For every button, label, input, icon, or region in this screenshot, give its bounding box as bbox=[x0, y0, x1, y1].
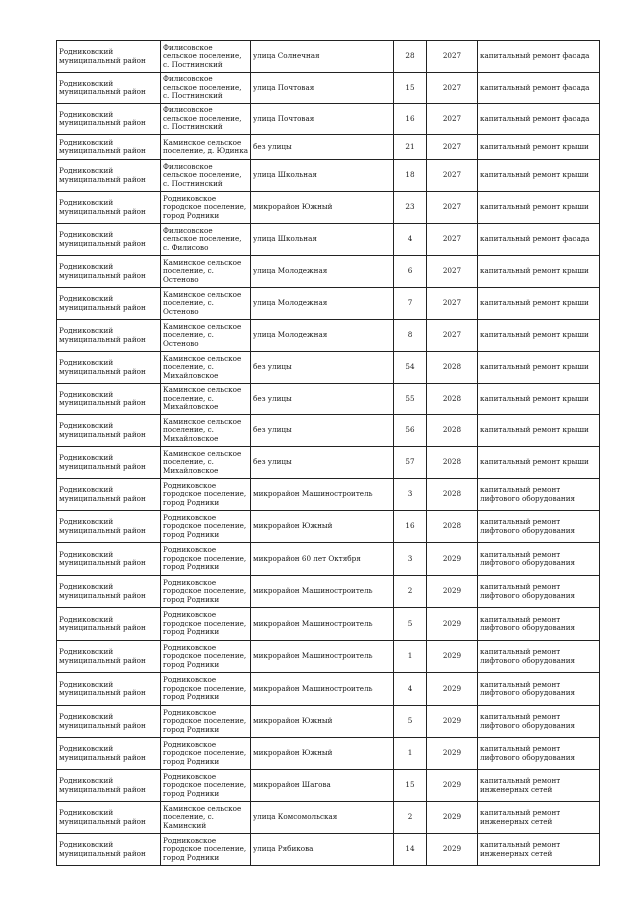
year-cell: 2029 bbox=[427, 738, 478, 770]
house-number-cell: 15 bbox=[394, 73, 427, 104]
street-cell: улица Школьная bbox=[251, 224, 394, 256]
year-cell: 2027 bbox=[427, 104, 478, 135]
street-cell: улица Рябикова bbox=[251, 834, 394, 866]
district-cell: Родниковский муниципальный район bbox=[57, 576, 161, 608]
house-number-cell: 8 bbox=[394, 320, 427, 352]
year-cell: 2029 bbox=[427, 543, 478, 576]
house-number-cell: 21 bbox=[394, 135, 427, 160]
table-row bbox=[57, 384, 600, 415]
table-row bbox=[57, 641, 600, 673]
year-cell: 2028 bbox=[427, 352, 478, 384]
table-row bbox=[57, 447, 600, 479]
district-cell: Родниковский муниципальный район bbox=[57, 352, 161, 384]
table-row bbox=[57, 511, 600, 543]
street-cell: без улицы bbox=[251, 384, 394, 415]
year-cell: 2027 bbox=[427, 41, 478, 73]
street-cell: улица Почтовая bbox=[251, 73, 394, 104]
house-number-cell: 3 bbox=[394, 479, 427, 511]
district-cell: Родниковский муниципальный район bbox=[57, 834, 161, 866]
year-cell: 2029 bbox=[427, 641, 478, 673]
house-number-cell: 14 bbox=[394, 834, 427, 866]
street-cell: без улицы bbox=[251, 415, 394, 447]
street-cell: без улицы bbox=[251, 447, 394, 479]
street-cell: улица Почтовая bbox=[251, 104, 394, 135]
work-type-cell: капитальный ремонт крыши bbox=[478, 160, 600, 192]
house-number-cell: 56 bbox=[394, 415, 427, 447]
district-cell: Родниковский муниципальный район bbox=[57, 415, 161, 447]
year-cell: 2027 bbox=[427, 73, 478, 104]
district-cell: Родниковский муниципальный район bbox=[57, 160, 161, 192]
street-cell: улица Молодежная bbox=[251, 320, 394, 352]
work-type-cell: капитальный ремонт крыши bbox=[478, 135, 600, 160]
work-type-cell: капитальный ремонт лифтового оборудования bbox=[478, 641, 600, 673]
work-type-cell: капитальный ремонт крыши bbox=[478, 192, 600, 224]
work-type-cell: капитальный ремонт крыши bbox=[478, 288, 600, 320]
street-cell: микрорайон Южный bbox=[251, 511, 394, 543]
settlement-cell: Каминское сельское поселение, с. Михайловское bbox=[161, 352, 251, 384]
settlement-cell: Филисовское сельское поселение, с. Постнинский bbox=[161, 104, 251, 135]
district-cell: Родниковский муниципальный район bbox=[57, 135, 161, 160]
district-cell: Родниковский муниципальный район bbox=[57, 802, 161, 834]
year-cell: 2027 bbox=[427, 135, 478, 160]
settlement-cell: Каминское сельское поселение, с. Михайловское bbox=[161, 384, 251, 415]
work-type-cell: капитальный ремонт крыши bbox=[478, 447, 600, 479]
year-cell: 2028 bbox=[427, 384, 478, 415]
district-cell: Родниковский муниципальный район bbox=[57, 706, 161, 738]
work-type-cell: капитальный ремонт лифтового оборудования bbox=[478, 479, 600, 511]
house-number-cell: 2 bbox=[394, 802, 427, 834]
district-cell: Родниковский муниципальный район bbox=[57, 770, 161, 802]
district-cell: Родниковский муниципальный район bbox=[57, 104, 161, 135]
table-row bbox=[57, 160, 600, 192]
street-cell: микрорайон Машиностроитель bbox=[251, 608, 394, 641]
district-cell: Родниковский муниципальный район bbox=[57, 543, 161, 576]
district-cell: Родниковский муниципальный район bbox=[57, 320, 161, 352]
street-cell: улица Молодежная bbox=[251, 256, 394, 288]
street-cell: микрорайон 60 лет Октября bbox=[251, 543, 394, 576]
settlement-cell: Родниковское городское поселение, город Родники bbox=[161, 706, 251, 738]
district-cell: Родниковский муниципальный район bbox=[57, 738, 161, 770]
settlement-cell: Филисовское сельское поселение, с. Филисово bbox=[161, 224, 251, 256]
year-cell: 2027 bbox=[427, 288, 478, 320]
house-number-cell: 57 bbox=[394, 447, 427, 479]
year-cell: 2029 bbox=[427, 802, 478, 834]
table-row bbox=[57, 479, 600, 511]
year-cell: 2029 bbox=[427, 608, 478, 641]
district-cell: Родниковский муниципальный район bbox=[57, 384, 161, 415]
table-row bbox=[57, 738, 600, 770]
work-type-cell: капитальный ремонт крыши bbox=[478, 320, 600, 352]
district-cell: Родниковский муниципальный район bbox=[57, 224, 161, 256]
table-row bbox=[57, 673, 600, 706]
settlement-cell: Филисовское сельское поселение, с. Постнинский bbox=[161, 41, 251, 73]
settlement-cell: Родниковское городское поселение, город Родники bbox=[161, 834, 251, 866]
year-cell: 2029 bbox=[427, 673, 478, 706]
year-cell: 2028 bbox=[427, 511, 478, 543]
house-number-cell: 28 bbox=[394, 41, 427, 73]
house-number-cell: 54 bbox=[394, 352, 427, 384]
year-cell: 2029 bbox=[427, 706, 478, 738]
work-type-cell: капитальный ремонт крыши bbox=[478, 256, 600, 288]
settlement-cell: Родниковское городское поселение, город Родники bbox=[161, 479, 251, 511]
year-cell: 2028 bbox=[427, 415, 478, 447]
district-cell: Родниковский муниципальный район bbox=[57, 41, 161, 73]
table-row bbox=[57, 608, 600, 641]
district-cell: Родниковский муниципальный район bbox=[57, 608, 161, 641]
street-cell: улица Комсомольская bbox=[251, 802, 394, 834]
year-cell: 2027 bbox=[427, 224, 478, 256]
street-cell: улица Школьная bbox=[251, 160, 394, 192]
work-type-cell: капитальный ремонт лифтового оборудования bbox=[478, 706, 600, 738]
table-row bbox=[57, 576, 600, 608]
house-number-cell: 1 bbox=[394, 738, 427, 770]
table-row bbox=[57, 320, 600, 352]
year-cell: 2027 bbox=[427, 256, 478, 288]
table-row bbox=[57, 104, 600, 135]
table-row bbox=[57, 802, 600, 834]
house-number-cell: 2 bbox=[394, 576, 427, 608]
settlement-cell: Филисовское сельское поселение, с. Постнинский bbox=[161, 73, 251, 104]
table-row bbox=[57, 706, 600, 738]
settlement-cell: Родниковское городское поселение, город Родники bbox=[161, 192, 251, 224]
year-cell: 2028 bbox=[427, 447, 478, 479]
street-cell: микрорайон Машиностроитель bbox=[251, 479, 394, 511]
year-cell: 2029 bbox=[427, 834, 478, 866]
settlement-cell: Каминское сельское поселение, с. Остеново bbox=[161, 288, 251, 320]
work-type-cell: капитальный ремонт фасада bbox=[478, 224, 600, 256]
table-row bbox=[57, 73, 600, 104]
house-number-cell: 18 bbox=[394, 160, 427, 192]
house-number-cell: 5 bbox=[394, 706, 427, 738]
district-cell: Родниковский муниципальный район bbox=[57, 511, 161, 543]
house-number-cell: 4 bbox=[394, 673, 427, 706]
work-type-cell: капитальный ремонт фасада bbox=[478, 104, 600, 135]
street-cell: микрорайон Машиностроитель bbox=[251, 673, 394, 706]
district-cell: Родниковский муниципальный район bbox=[57, 673, 161, 706]
work-type-cell: капитальный ремонт лифтового оборудования bbox=[478, 543, 600, 576]
table-row bbox=[57, 352, 600, 384]
settlement-cell: Каминское сельское поселение, с. Остеново bbox=[161, 320, 251, 352]
street-cell: улица Молодежная bbox=[251, 288, 394, 320]
work-type-cell: капитальный ремонт крыши bbox=[478, 352, 600, 384]
year-cell: 2027 bbox=[427, 192, 478, 224]
settlement-cell: Каминское сельское поселение, с. Михайловское bbox=[161, 415, 251, 447]
table-body bbox=[57, 41, 600, 866]
year-cell: 2029 bbox=[427, 576, 478, 608]
table-row bbox=[57, 256, 600, 288]
district-cell: Родниковский муниципальный район bbox=[57, 256, 161, 288]
work-type-cell: капитальный ремонт лифтового оборудования bbox=[478, 673, 600, 706]
settlement-cell: Каминское сельское поселение, с. Остеново bbox=[161, 256, 251, 288]
work-type-cell: капитальный ремонт лифтового оборудования bbox=[478, 608, 600, 641]
settlement-cell: Филисовское сельское поселение, с. Постнинский bbox=[161, 160, 251, 192]
house-number-cell: 23 bbox=[394, 192, 427, 224]
work-type-cell: капитальный ремонт фасада bbox=[478, 73, 600, 104]
table-row bbox=[57, 770, 600, 802]
settlement-cell: Каминское сельское поселение, с. Михайловское bbox=[161, 447, 251, 479]
settlement-cell: Родниковское городское поселение, город Родники bbox=[161, 543, 251, 576]
street-cell: микрорайон Машиностроитель bbox=[251, 576, 394, 608]
street-cell: микрорайон Южный bbox=[251, 738, 394, 770]
street-cell: микрорайон Южный bbox=[251, 192, 394, 224]
house-number-cell: 6 bbox=[394, 256, 427, 288]
district-cell: Родниковский муниципальный район bbox=[57, 479, 161, 511]
work-type-cell: капитальный ремонт лифтового оборудования bbox=[478, 576, 600, 608]
work-type-cell: капитальный ремонт инженерных сетей bbox=[478, 802, 600, 834]
table-row bbox=[57, 224, 600, 256]
work-type-cell: капитальный ремонт лифтового оборудования bbox=[478, 511, 600, 543]
street-cell: улица Солнечная bbox=[251, 41, 394, 73]
work-type-cell: капитальный ремонт крыши bbox=[478, 384, 600, 415]
year-cell: 2027 bbox=[427, 320, 478, 352]
district-cell: Родниковский муниципальный район bbox=[57, 288, 161, 320]
street-cell: без улицы bbox=[251, 135, 394, 160]
table-row bbox=[57, 135, 600, 160]
street-cell: без улицы bbox=[251, 352, 394, 384]
table-row bbox=[57, 543, 600, 576]
house-number-cell: 4 bbox=[394, 224, 427, 256]
street-cell: микрорайон Южный bbox=[251, 706, 394, 738]
table-row bbox=[57, 415, 600, 447]
repair-schedule-table bbox=[56, 40, 600, 866]
district-cell: Родниковский муниципальный район bbox=[57, 641, 161, 673]
year-cell: 2028 bbox=[427, 479, 478, 511]
settlement-cell: Родниковское городское поселение, город Родники bbox=[161, 608, 251, 641]
district-cell: Родниковский муниципальный район bbox=[57, 73, 161, 104]
house-number-cell: 1 bbox=[394, 641, 427, 673]
work-type-cell: капитальный ремонт крыши bbox=[478, 415, 600, 447]
work-type-cell: капитальный ремонт инженерных сетей bbox=[478, 770, 600, 802]
district-cell: Родниковский муниципальный район bbox=[57, 447, 161, 479]
settlement-cell: Родниковское городское поселение, город Родники bbox=[161, 511, 251, 543]
table-row bbox=[57, 192, 600, 224]
settlement-cell: Родниковское городское поселение, город Родники bbox=[161, 641, 251, 673]
settlement-cell: Родниковское городское поселение, город Родники bbox=[161, 738, 251, 770]
year-cell: 2027 bbox=[427, 160, 478, 192]
house-number-cell: 3 bbox=[394, 543, 427, 576]
house-number-cell: 5 bbox=[394, 608, 427, 641]
work-type-cell: капитальный ремонт инженерных сетей bbox=[478, 834, 600, 866]
year-cell: 2029 bbox=[427, 770, 478, 802]
table-row bbox=[57, 41, 600, 73]
house-number-cell: 16 bbox=[394, 104, 427, 135]
settlement-cell: Родниковское городское поселение, город Родники bbox=[161, 770, 251, 802]
settlement-cell: Родниковское городское поселение, город Родники bbox=[161, 576, 251, 608]
house-number-cell: 16 bbox=[394, 511, 427, 543]
house-number-cell: 55 bbox=[394, 384, 427, 415]
settlement-cell: Каминское сельское поселение, д. Юдинка bbox=[161, 135, 251, 160]
work-type-cell: капитальный ремонт лифтового оборудования bbox=[478, 738, 600, 770]
district-cell: Родниковский муниципальный район bbox=[57, 192, 161, 224]
settlement-cell: Каминское сельское поселение, с. Каминский bbox=[161, 802, 251, 834]
house-number-cell: 15 bbox=[394, 770, 427, 802]
table-row bbox=[57, 834, 600, 866]
settlement-cell: Родниковское городское поселение, город Родники bbox=[161, 673, 251, 706]
table-row bbox=[57, 288, 600, 320]
house-number-cell: 7 bbox=[394, 288, 427, 320]
street-cell: микрорайон Шагова bbox=[251, 770, 394, 802]
street-cell: микрорайон Машиностроитель bbox=[251, 641, 394, 673]
work-type-cell: капитальный ремонт фасада bbox=[478, 41, 600, 73]
